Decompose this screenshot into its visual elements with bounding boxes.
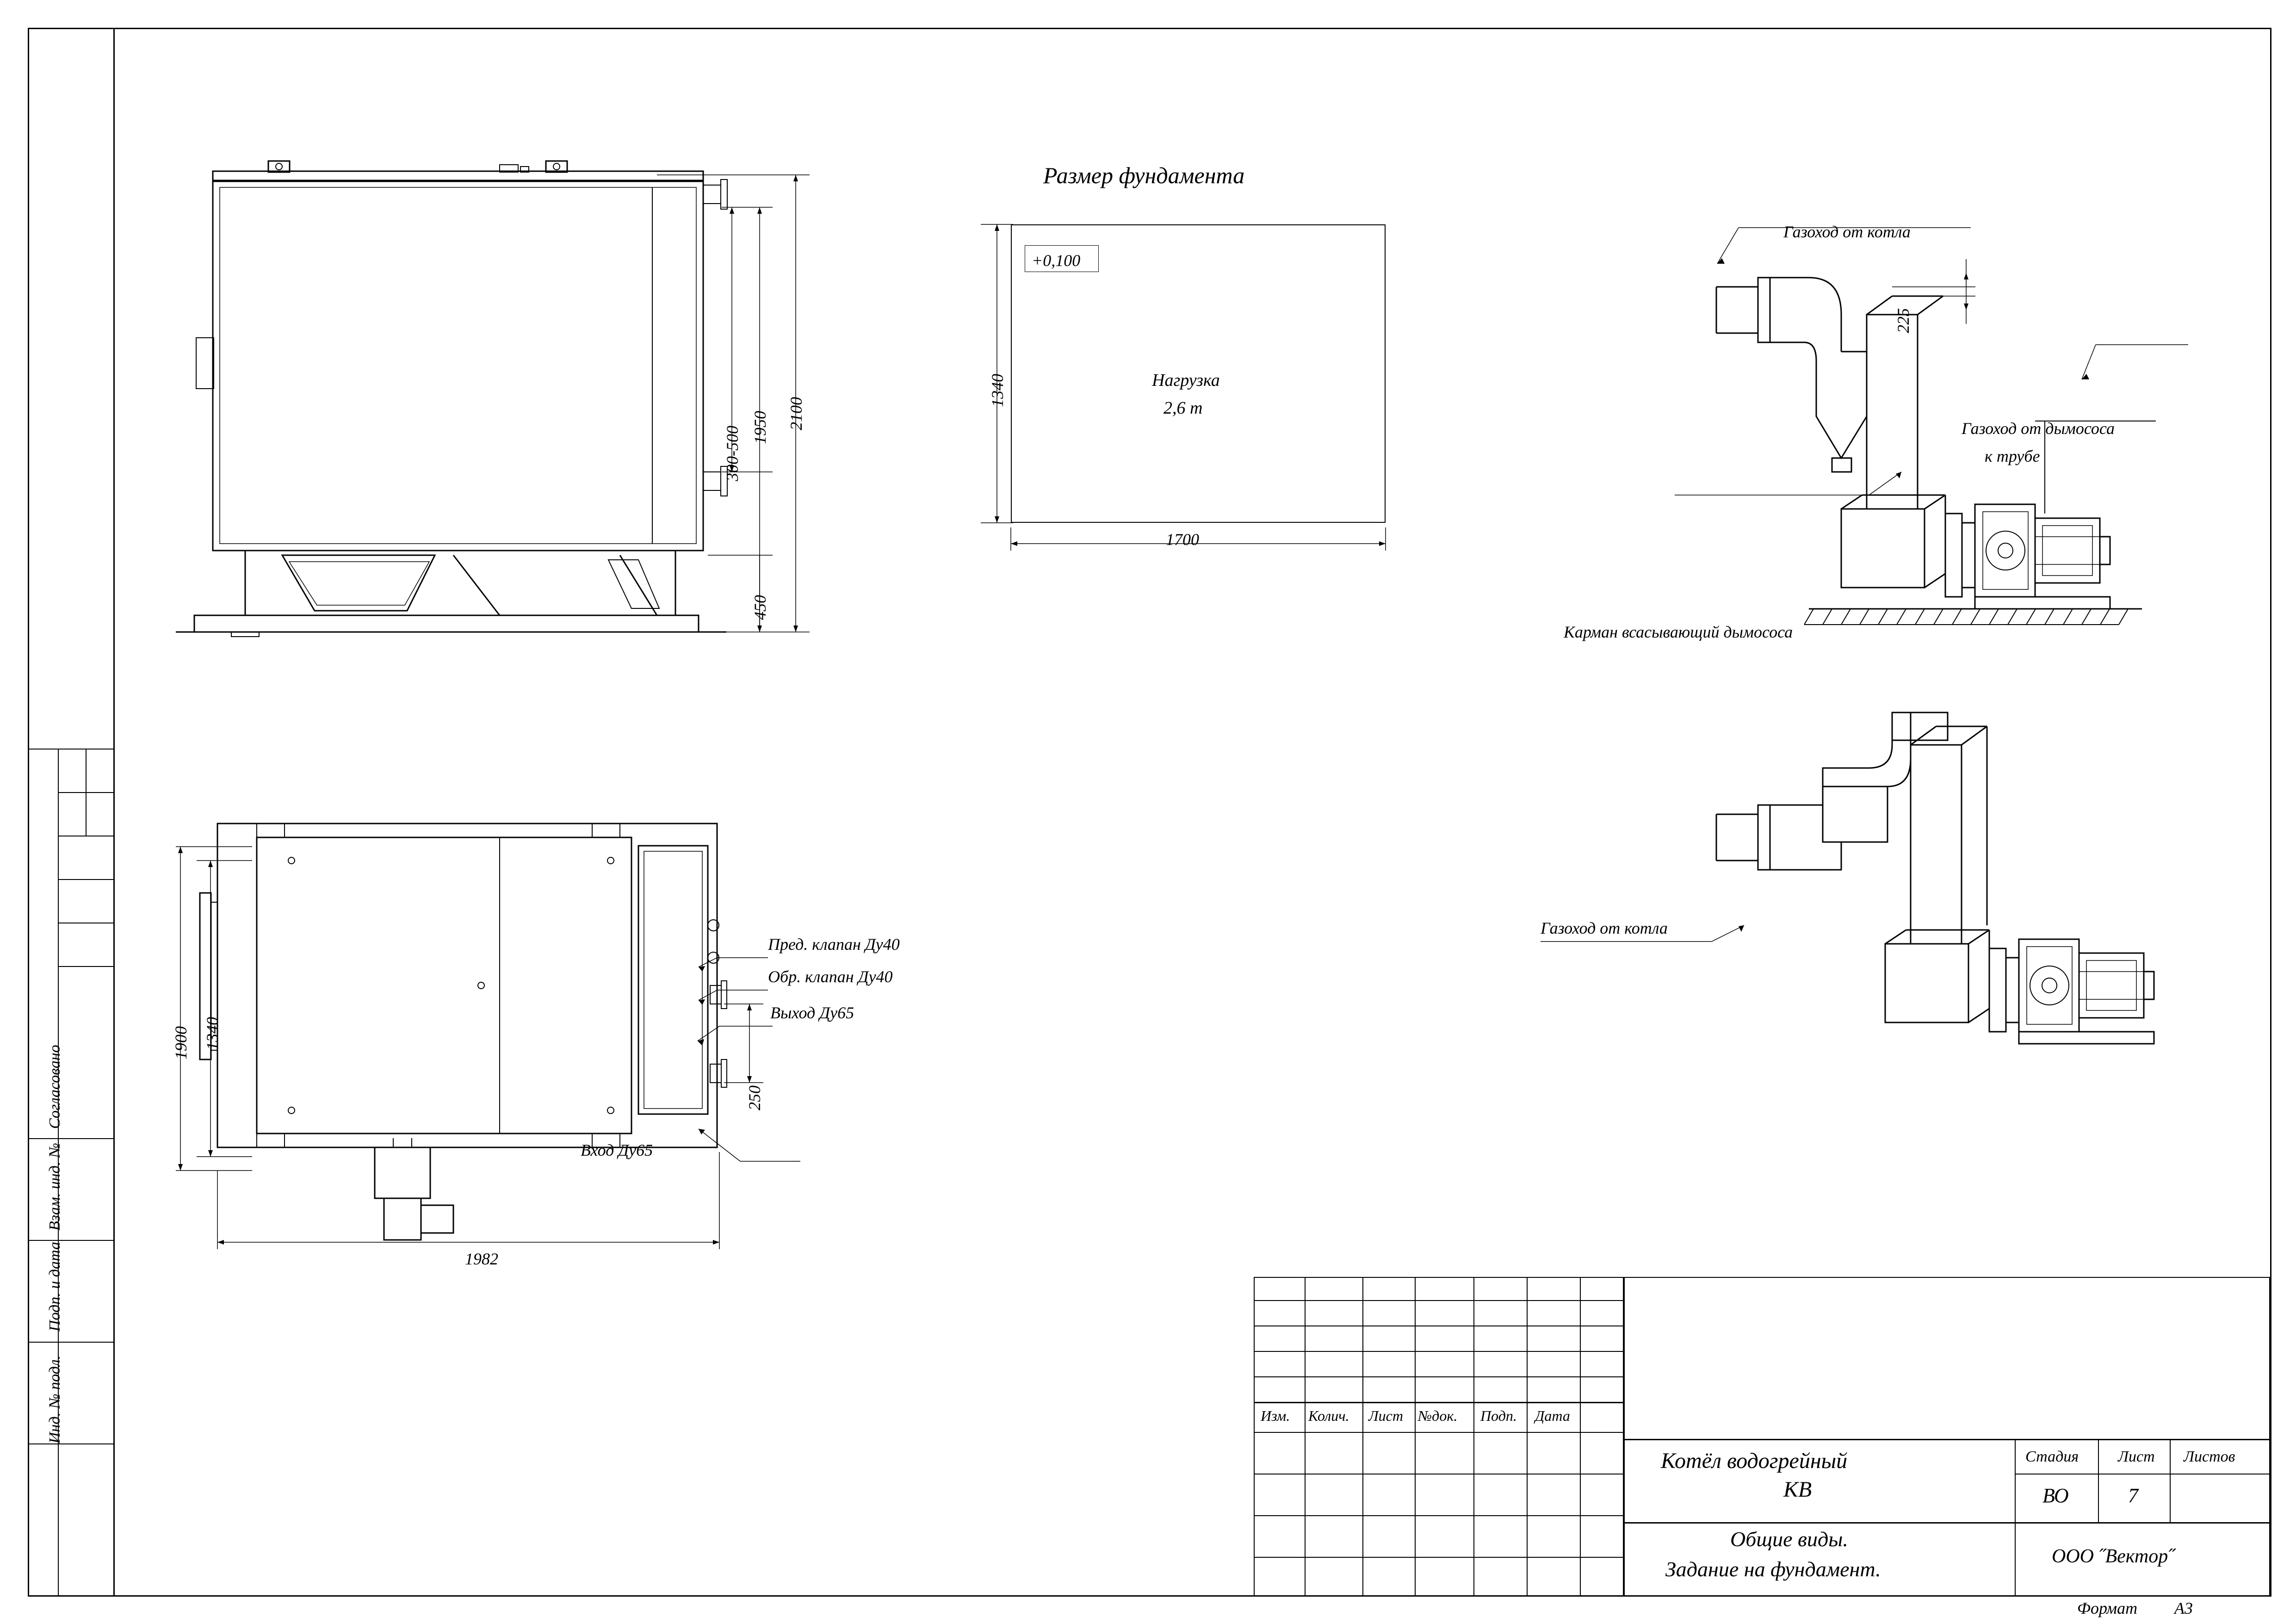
front-dim-2100: 2100	[787, 397, 805, 430]
rev-col-sep	[1580, 1277, 1581, 1596]
rev-row-sep	[1254, 1351, 1624, 1352]
format-value: А3	[2174, 1599, 2193, 1617]
rev-header-ndok: №док.	[1418, 1407, 1458, 1424]
rev-header-list: Лист	[1368, 1407, 1403, 1424]
label-gazohod-ot-dymososa: Газоход от дымососа	[1962, 419, 2115, 438]
foundation-load-value: 2,6 т	[1163, 398, 1203, 418]
title-row-sep	[1624, 1522, 2270, 1524]
sheet-border-top	[28, 28, 2271, 29]
plan-view-callout-leaders	[694, 902, 1157, 1226]
callout-pred-klapan: Пред. клапан Ду40	[768, 935, 900, 954]
plan-dim-250: 250	[745, 1085, 764, 1110]
rev-header-data: Дата	[1535, 1407, 1570, 1424]
title-row-sep	[1624, 1439, 2270, 1440]
front-dim-450: 450	[751, 595, 769, 620]
flue-upper-labels-leaders	[1619, 176, 2267, 500]
rev-row-sep	[1254, 1515, 1624, 1516]
rev-header-kolich: Колич.	[1308, 1407, 1349, 1424]
company-name: ООО ˝Вектор˝	[2052, 1546, 2175, 1567]
sheet-header: Лист	[2118, 1448, 2155, 1465]
sheet-inner-left-border	[113, 28, 115, 1597]
margin-grid-line	[28, 1443, 113, 1444]
rev-row-sep	[1254, 1376, 1624, 1377]
rev-col-sep	[1415, 1277, 1416, 1596]
stage-header: Стадия	[2025, 1448, 2079, 1465]
margin-grid-line	[28, 1240, 113, 1241]
foundation-elevation-value: +0,100	[1032, 251, 1081, 270]
foundation-dim-1340: 1340	[988, 374, 1007, 407]
format-label: Формат	[2077, 1599, 2138, 1617]
title-col-sep	[2015, 1439, 2016, 1596]
rev-row-sep	[1254, 1432, 1624, 1433]
foundation-title: Размер фундамента	[1043, 162, 1245, 188]
sheet-value: 7	[2128, 1484, 2138, 1507]
margin-grid-line	[28, 749, 113, 750]
foundation-dim-1700: 1700	[1166, 530, 1199, 549]
rev-header-podp: Подп.	[1480, 1407, 1517, 1424]
object-name-line1: Котёл водогрейный	[1661, 1449, 1848, 1473]
margin-grid-line	[58, 966, 113, 967]
object-name-line2: КВ	[1783, 1477, 1812, 1502]
revision-table	[1254, 1277, 1624, 1596]
label-k-trube: к трубе	[1985, 447, 2040, 465]
margin-grid-line	[28, 1138, 113, 1139]
margin-label-soglasovano: Согласовано	[46, 1045, 63, 1129]
label-gazohod-ot-kotla-1: Газоход от котла	[1783, 223, 1911, 241]
rev-col-sep	[1473, 1277, 1474, 1596]
front-dim-1950: 1950	[751, 411, 769, 444]
margin-grid-line	[28, 1342, 113, 1343]
label-gazohod-ot-kotla-2: Газоход от котла	[1541, 919, 1668, 937]
foundation-load-label: Нагрузка	[1152, 371, 1220, 390]
plan-dim-1340: 1340	[203, 1017, 222, 1050]
title-col-sep	[2098, 1439, 2099, 1522]
label-karman-vsasyvayushchiy: Карман всасывающий дымососа	[1564, 623, 1793, 641]
foundation-dimensions	[953, 208, 1416, 578]
title-col-sep	[2170, 1439, 2171, 1522]
margin-label-inv-podl: Инд. № подл.	[46, 1355, 63, 1443]
rev-row-sep	[1254, 1557, 1624, 1558]
doc-title-line2: Задание на фундамент.	[1665, 1557, 1881, 1581]
flue-dim-225: 225	[1894, 308, 1912, 333]
margin-grid-line	[58, 792, 113, 793]
sheet-border-left	[28, 28, 29, 1597]
margin-label-podp-data: Подп. и дата	[46, 1242, 63, 1332]
stage-value: ВО	[2042, 1484, 2069, 1507]
plan-dim-1900: 1900	[172, 1026, 190, 1059]
front-dim-300-500: 300-500	[723, 426, 742, 481]
sheets-header: Листов	[2184, 1448, 2235, 1465]
callout-vyhod: Выход Ду65	[770, 1004, 854, 1022]
plan-dim-1982: 1982	[465, 1250, 498, 1268]
rev-header-sep	[1254, 1402, 1624, 1403]
rev-row-sep	[1254, 1300, 1624, 1301]
rev-col-sep	[1362, 1277, 1363, 1596]
doc-title-line1: Общие виды.	[1730, 1527, 1848, 1551]
callout-obr-klapan: Обр. клапан Ду40	[768, 967, 893, 986]
margin-grid-line	[58, 879, 113, 880]
rev-header-izm: Изм.	[1261, 1407, 1290, 1424]
rev-col-sep	[1305, 1277, 1306, 1596]
rev-col-sep	[1527, 1277, 1528, 1596]
margin-label-vzam: Взам. инд. №	[46, 1143, 63, 1231]
callout-vhod: Вход Ду65	[581, 1141, 653, 1159]
